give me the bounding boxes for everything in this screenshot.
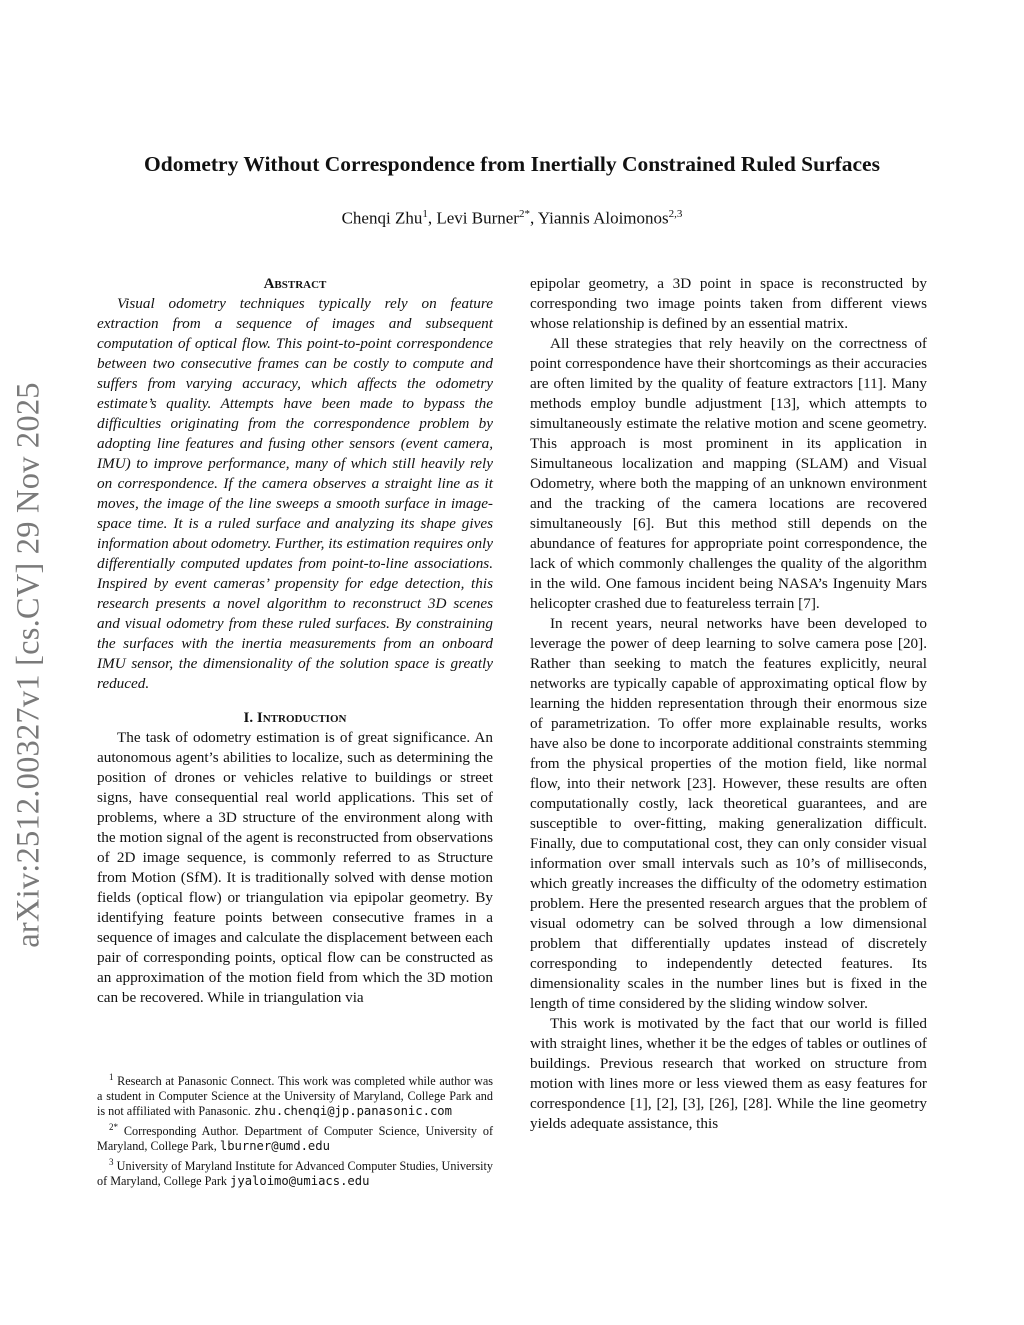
affiliation-mark: 1	[422, 208, 428, 220]
section-heading-introduction: I. Introduction	[243, 710, 347, 726]
paragraph: All these strategies that rely heavily on the correctness of point correspondence have their shortcomings as their accuracies are often limited by the quality of feature extractors [11]. Many methods employ bundle adjustment [13], which attempts to simultaneously estimate the relative motion and scene geometry. This approach is most prominent in its application in Simultaneous localization and mapping (SLAM) and Visual Odometry, where both the mapping of an unknown environment and the tracking of the camera locations are recovered simultaneously [6]. But this method still depends on the abundance of features for appropriate point correspondence, the lack of which commonly challenges the quality of the algorithm in the wild. One famous incident being NASA’s Ingenuity Mars helicopter crashed due to featureless terrain [7].	[530, 335, 927, 612]
left-column	[97, 274, 493, 1008]
paragraph: The task of odometry estimation is of great significance. An autonomous agent’s abilities to localize, such as determining the position of drones or vehicles relative to buildings or street signs, have consequential real world applications. This set of problems, where a 3D structure of the environment along with the motion signal of the agent is reconstructed from observations of 2D image sequence, is commonly referred to as Structure from Motion (SfM). It is traditionally solved with dense motion fields (optical flow) or triangulation via epipolar geometry. By identifying feature points between consecutive frames in a sequence of images and calculate the displacement between each pair of corresponding points, optical flow can be constructed as an approximation of the motion field from which the 3D motion can be recovered. While in triangulation via	[97, 729, 493, 1006]
abstract-text: Visual odometry techniques typically rely on feature extraction from a sequence of images and subsequent computation of optical flow. This point-to-point correspondence between two consecutive frames can be costly to compute and suffers from varying accuracy, which affects the odometry estimate’s quality. Attempts have been made to bypass the difficulties originating from the correspondence problem by adopting line features and fusing other sensors (event camera, IMU) to improve performance, many of which still heavily rely on correspondence. If the camera observes a straight line as it moves, the image of the line sweeps a smooth surface in image-space time. It is a ruled surface and analyzing its shape gives information about odometry. Further, its estimation requires only differentially computed updates from point-to-line associations. Inspired by event cameras’ propensity for edge detection, this research presents a novel algorithm to reconstruct 3D scenes and visual odometry from these ruled surfaces. By constraining the surfaces with the inertia measurements from an onboard IMU sensor, the dimensionality of the solution space is greatly reduced.	[97, 295, 493, 692]
arxiv-identifier	[4, 368, 54, 962]
footnote	[97, 1070, 493, 1119]
footnote-text: Corresponding Author. Department of Computer Science, University of Maryland, College Park,	[97, 1124, 494, 1154]
paragraph: This work is motivated by the fact that our world is filled with straight lines, whether it be the edges of tables or outlines of buildings. Previous research that worked on structure from motion with lines more or less viewed them as easy features for correspondence [1], [2], [3], [26], [28]. While the line geometry yields adequate assistance, this	[530, 1015, 927, 1132]
author-name: , Yiannis Aloimonos	[529, 208, 669, 228]
affiliation-mark: 2,3	[668, 208, 683, 220]
footnote-mark: 3	[109, 1157, 114, 1168]
affiliation-mark: 2*	[518, 208, 530, 220]
footnote	[97, 1120, 493, 1154]
footnote-text: University of Maryland Institute for Advanced Computer Studies, University of Maryland, College Park	[97, 1159, 493, 1189]
right-column	[530, 274, 927, 1134]
email-link[interactable]: lburner@umd.edu	[219, 1139, 330, 1154]
paragraph: epipolar geometry, a 3D point in space is reconstructed by corresponding two image points taken from different views whose relationship is defined by an essential matrix.	[530, 275, 927, 332]
footnote-text: Research at Panasonic Connect. This work was completed while author was a student in Computer Science at the University of Maryland, College Park and is not affiliated with Panasonic.	[97, 1074, 494, 1119]
author-name: , Levi Burner	[427, 208, 519, 228]
email-link[interactable]: jyaloimo@umiacs.edu	[230, 1174, 370, 1189]
email-link[interactable]: zhu.chenqi@jp.panasonic.com	[253, 1104, 452, 1119]
arxiv-identifier-text: arXiv:2512.00327v1 [cs.CV] 29 Nov 2025	[10, 382, 47, 948]
footnote-mark: 1	[109, 1072, 114, 1082]
abstract-heading: Abstract	[263, 276, 327, 292]
footnote-mark: 2*	[109, 1122, 118, 1133]
paper-title: Odometry Without Correspondence from Inertially Constrained Ruled Surfaces	[144, 152, 880, 176]
paragraph: In recent years, neural networks have been developed to leverage the power of deep learning to solve camera pose [20]. Rather than seeking to match the features explicitly, neural networks are typically capable of approximating optical flow by learning the hidden representation through their enormous size of parametrization. To offer more explainable results, works have also be done to incorporate additional constraints stemming from the physical properties of the motion field, like normal flow, into their network [23]. However, these results are often computationally costly, lack theoretical guarantees, and are susceptible to over-fitting, making generalization difficult. Finally, due to computational cost, they can only consider visual information over small intervals such as 10’s of milliseconds, which greatly increases the difficulty of the odometry estimation problem. Here the presented research argues that the problem of visual odometry can be solved through a low dimensional problem that differentially updates instead of discretely corresponding to independently detected features. Its dimensionality scales in the number lines but is fixed in the length of time considered by the sliding window solver.	[530, 615, 927, 1012]
author-name: Chenqi Zhu	[341, 208, 423, 228]
footnotes	[97, 1070, 493, 1190]
author-list	[60, 208, 964, 229]
footnote	[97, 1155, 493, 1189]
